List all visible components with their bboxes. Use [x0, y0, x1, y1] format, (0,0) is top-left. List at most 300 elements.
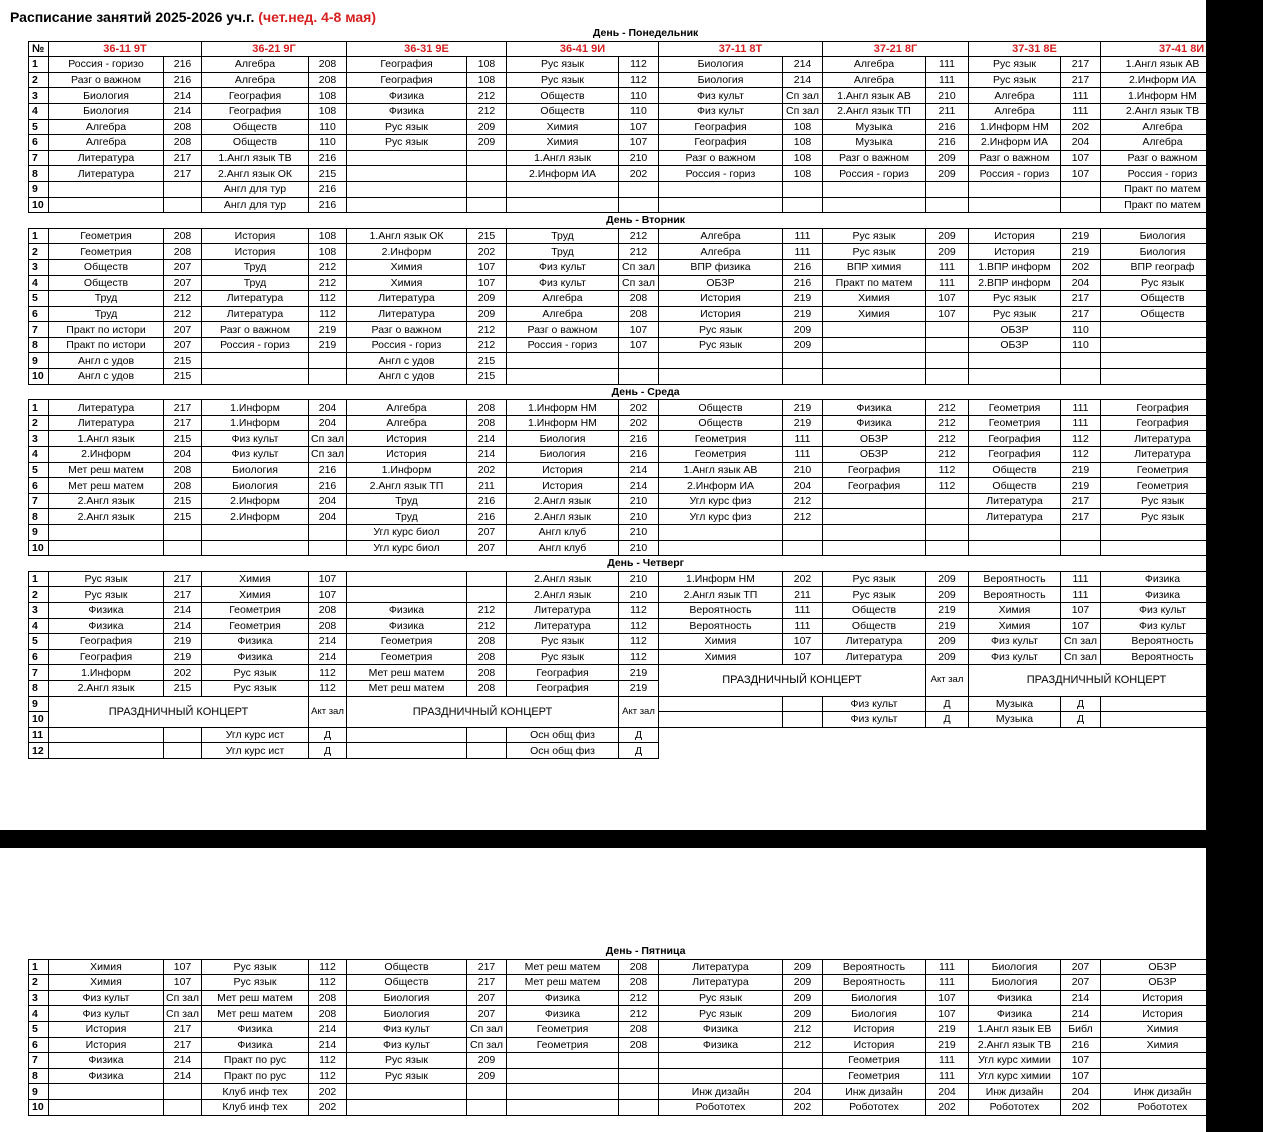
room-cell: 219	[164, 634, 202, 650]
subject-cell: Рус язык	[507, 634, 619, 650]
subject-cell	[347, 587, 467, 603]
subject-cell: Клуб инф тех	[202, 1084, 309, 1100]
subject-cell: Мет реш матем	[347, 680, 467, 696]
subject-cell	[49, 525, 164, 541]
room-cell: Д	[309, 727, 347, 743]
subject-cell: Рус язык	[969, 306, 1061, 322]
room-cell: 112	[309, 975, 347, 991]
subject-cell: Инж дизайн	[823, 1084, 926, 1100]
room-cell: 207	[1061, 959, 1101, 975]
class-header: 36-41 9И	[507, 41, 659, 57]
room-cell: 209	[467, 291, 507, 307]
room-cell: 112	[1225, 400, 1263, 416]
subject-cell: Литература	[969, 493, 1061, 509]
room-cell: Сп зал	[783, 88, 823, 104]
subject-cell: Химия	[969, 618, 1061, 634]
room-cell: 216	[1061, 1037, 1101, 1053]
subject-cell: Робототех	[659, 1099, 783, 1115]
room-cell: 212	[467, 602, 507, 618]
subject-cell: Робототех	[823, 1099, 926, 1115]
room-cell: Д	[1061, 696, 1101, 712]
room-cell: 214	[309, 649, 347, 665]
subject-cell: Мет реш матем	[49, 462, 164, 478]
room-cell: 204	[309, 493, 347, 509]
room-cell: 209	[1225, 275, 1263, 291]
subject-cell: ОБЗР	[1101, 975, 1225, 991]
room-cell: 216	[164, 72, 202, 88]
lesson-number: 9	[29, 525, 49, 541]
subject-cell: Химия	[347, 275, 467, 291]
subject-cell: Вероятность	[1101, 649, 1225, 665]
room-cell: 209	[783, 337, 823, 353]
subject-cell: География	[659, 119, 783, 135]
subject-cell: ОБЗР	[969, 337, 1061, 353]
room-cell: 108	[309, 244, 347, 260]
lesson-number: 10	[29, 369, 49, 385]
room-cell	[1225, 353, 1263, 369]
subject-cell: Физика	[49, 1068, 164, 1084]
room-cell: 111	[1061, 571, 1101, 587]
lesson-number: 6	[29, 1037, 49, 1053]
subject-cell: Физика	[1101, 587, 1225, 603]
table-row	[29, 166, 1263, 182]
room-cell: 111	[1225, 649, 1263, 665]
table-row	[29, 135, 1263, 151]
subject-cell: Вероятность	[1101, 634, 1225, 650]
subject-cell	[202, 369, 309, 385]
subject-cell: География	[969, 431, 1061, 447]
room-cell: 107	[619, 135, 659, 151]
room-cell: 219	[926, 1037, 969, 1053]
subject-cell: 2.Информ ИА	[969, 135, 1061, 151]
room-cell	[619, 1099, 659, 1115]
lesson-number: 3	[29, 431, 49, 447]
room-cell: 208	[619, 1037, 659, 1053]
subject-cell: Англ с удов	[49, 353, 164, 369]
room-cell: 217	[164, 166, 202, 182]
room-cell: 217	[164, 571, 202, 587]
subject-cell: Россия - гориз	[659, 166, 783, 182]
room-cell: Сп зал	[1225, 618, 1263, 634]
subject-cell: История	[202, 228, 309, 244]
subject-cell: Вероятность	[659, 602, 783, 618]
subject-cell: Литература	[347, 291, 467, 307]
room-cell: 212	[467, 88, 507, 104]
room-cell: 208	[619, 291, 659, 307]
room-cell: 211	[783, 587, 823, 603]
day-header-row	[29, 944, 1263, 959]
subject-cell: Физ культ	[969, 649, 1061, 665]
subject-cell: Россия - гориз	[969, 166, 1061, 182]
room-cell: 207	[467, 540, 507, 556]
class-header: 37-21 8Г	[823, 41, 969, 57]
room-cell: 215	[164, 353, 202, 369]
subject-cell: Геометрия	[659, 447, 783, 463]
subject-cell: 1.ВПР информ	[969, 259, 1061, 275]
room-cell: 212	[164, 306, 202, 322]
subject-cell: Разг о важном	[1101, 150, 1225, 166]
room-cell: 209	[467, 135, 507, 151]
subject-cell: Угл курс биол	[347, 540, 467, 556]
subject-cell: Разг о важном	[49, 72, 164, 88]
room-cell: 215	[164, 431, 202, 447]
room-cell: Сп зал	[619, 259, 659, 275]
room-cell: 219	[1061, 478, 1101, 494]
subject-cell: География	[1101, 415, 1225, 431]
subject-cell	[347, 150, 467, 166]
subject-cell	[659, 525, 783, 541]
lesson-number: 4	[29, 103, 49, 119]
room-cell: 111	[783, 602, 823, 618]
room-cell: 209	[926, 244, 969, 260]
room-cell: 202	[467, 462, 507, 478]
subject-cell: Физика	[202, 649, 309, 665]
subject-cell: Химия	[823, 291, 926, 307]
room-cell: 219	[164, 649, 202, 665]
subject-cell: Обществ	[347, 959, 467, 975]
room-cell	[1225, 337, 1263, 353]
subject-cell: Рус язык	[202, 665, 309, 681]
room-cell	[783, 353, 823, 369]
room-cell: 209	[783, 322, 823, 338]
subject-cell: Вероятность	[969, 587, 1061, 603]
number-header: №	[29, 41, 49, 57]
subject-cell: Физика	[507, 990, 619, 1006]
lesson-number: 2	[29, 244, 49, 260]
subject-cell: Угл курс химии	[969, 1068, 1061, 1084]
room-cell: 107	[1061, 150, 1101, 166]
subject-cell: Рус язык	[659, 337, 783, 353]
lesson-number: 8	[29, 509, 49, 525]
room-cell: 209	[926, 228, 969, 244]
subject-cell: Обществ	[969, 478, 1061, 494]
subject-cell: Вероятность	[823, 975, 926, 991]
room-cell: 202	[1061, 259, 1101, 275]
room-cell: 107	[164, 959, 202, 975]
lesson-number: 8	[29, 166, 49, 182]
room-cell: 214	[164, 602, 202, 618]
lesson-number: 12	[29, 743, 49, 759]
room-cell: 208	[164, 244, 202, 260]
room-cell: 107	[467, 259, 507, 275]
room-cell: 208	[467, 649, 507, 665]
room-cell: 216	[309, 478, 347, 494]
subject-cell: 1.Информ	[202, 400, 309, 416]
subject-cell: Россия - гориз	[823, 166, 926, 182]
room-cell: 110	[1225, 166, 1263, 182]
subject-cell	[823, 322, 926, 338]
subject-cell: 2.Англ язык ТВ	[1101, 103, 1225, 119]
room-cell: Сп зал	[309, 447, 347, 463]
room-cell: 110	[1061, 337, 1101, 353]
subject-cell: Практ по истори	[49, 337, 164, 353]
room-cell	[467, 166, 507, 182]
room-cell: 207	[1225, 291, 1263, 307]
table-row	[29, 665, 1263, 681]
room-cell: 107	[1061, 602, 1101, 618]
subject-cell: Рус язык	[347, 1068, 467, 1084]
room-cell	[783, 525, 823, 541]
subject-cell: Физ культ	[1101, 618, 1225, 634]
subject-cell: Обществ	[507, 103, 619, 119]
subject-cell	[347, 571, 467, 587]
subject-cell: ОБЗР	[823, 431, 926, 447]
subject-cell: Литература	[49, 400, 164, 416]
subject-cell: Рус язык	[202, 975, 309, 991]
subject-cell: Рус язык	[823, 571, 926, 587]
room-cell	[926, 509, 969, 525]
subject-cell: Практ по матем	[1101, 181, 1225, 197]
subject-cell: 2.Англ язык ОК	[202, 166, 309, 182]
day-header-row	[29, 213, 1263, 229]
room-cell: 210	[1225, 57, 1263, 73]
table-row	[29, 244, 1263, 260]
subject-cell: Рус язык	[347, 135, 467, 151]
lesson-number: 10	[29, 540, 49, 556]
room-cell: 219	[309, 337, 347, 353]
room-cell: 107	[467, 275, 507, 291]
room-cell: 209	[926, 571, 969, 587]
table-row	[29, 150, 1263, 166]
subject-cell: Рус язык	[659, 990, 783, 1006]
subject-cell	[969, 369, 1061, 385]
subject-cell	[969, 525, 1061, 541]
table-row	[29, 462, 1263, 478]
subject-cell: Литература	[823, 634, 926, 650]
lesson-number: 8	[29, 337, 49, 353]
subject-cell: Физика	[347, 602, 467, 618]
room-cell: 208	[309, 990, 347, 1006]
subject-cell	[49, 727, 164, 743]
room-cell: 110	[619, 103, 659, 119]
subject-cell: Литература	[202, 291, 309, 307]
room-cell: 209	[1225, 493, 1263, 509]
concert-9e-9i: ПРАЗДНИЧНЫЙ КОНЦЕРТ	[347, 696, 619, 727]
subject-cell: Россия - гориз	[347, 337, 467, 353]
subject-cell: Геометрия	[823, 1053, 926, 1069]
room-cell: 216	[309, 197, 347, 213]
subject-cell: 2.Информ	[49, 447, 164, 463]
room-cell: 214	[309, 1037, 347, 1053]
lesson-number: 4	[29, 618, 49, 634]
table-row	[29, 181, 1263, 197]
subject-cell	[1101, 337, 1225, 353]
lesson-number: 7	[29, 665, 49, 681]
subject-cell: Алгебра	[347, 415, 467, 431]
subject-cell: Биология	[49, 88, 164, 104]
subject-cell: 2.Информ	[347, 244, 467, 260]
room-cell: 208	[467, 400, 507, 416]
lesson-number: 5	[29, 119, 49, 135]
room-cell: 204	[926, 1084, 969, 1100]
subject-cell: Литература	[49, 150, 164, 166]
table-row	[29, 696, 1263, 712]
subject-cell: Труд	[347, 493, 467, 509]
room-cell: 111	[926, 72, 969, 88]
subject-cell: Обществ	[969, 462, 1061, 478]
table-row	[29, 259, 1263, 275]
table-row	[29, 975, 1263, 991]
subject-cell	[1101, 540, 1225, 556]
room-cell	[309, 525, 347, 541]
subject-cell: Труд	[49, 306, 164, 322]
subject-cell	[1101, 696, 1225, 712]
subject-cell: Физика	[202, 1037, 309, 1053]
subject-cell: Геометрия	[49, 244, 164, 260]
room-cell: 112	[619, 602, 659, 618]
room-cell: 112	[1061, 431, 1101, 447]
room-cell: 107	[1225, 228, 1263, 244]
room-cell: 208	[619, 959, 659, 975]
subject-cell	[1101, 322, 1225, 338]
room-cell: 111	[1225, 197, 1263, 213]
subject-cell	[659, 353, 783, 369]
subject-cell: 1.Информ НМ	[659, 571, 783, 587]
room-cell: 217	[1061, 72, 1101, 88]
room-cell	[619, 1068, 659, 1084]
subject-cell: Рус язык	[1101, 493, 1225, 509]
subject-cell: Физ культ	[202, 447, 309, 463]
room-cell: Сп зал	[164, 1006, 202, 1022]
room-cell: 214	[619, 478, 659, 494]
subject-cell: География	[823, 462, 926, 478]
subject-cell	[659, 712, 783, 728]
subject-cell: Обществ	[347, 975, 467, 991]
subject-cell: Физика	[347, 88, 467, 104]
room-cell: 111	[1225, 462, 1263, 478]
room-cell: 214	[164, 618, 202, 634]
subject-cell: Англ клуб	[507, 525, 619, 541]
day-header: День - Четверг	[607, 557, 684, 570]
subject-cell: Обществ	[202, 119, 309, 135]
concert-8e-8i: ПРАЗДНИЧНЫЙ КОНЦЕРТ	[969, 665, 1225, 696]
subject-cell: ВПР физика	[659, 259, 783, 275]
room-cell	[783, 540, 823, 556]
room-cell: 208	[164, 119, 202, 135]
subject-cell	[49, 540, 164, 556]
subject-cell: Физика	[49, 1053, 164, 1069]
subject-cell	[659, 197, 783, 213]
room-cell: 210	[619, 493, 659, 509]
class-header: 36-21 9Г	[202, 41, 347, 57]
subject-cell: Труд	[507, 244, 619, 260]
table-row	[29, 634, 1263, 650]
room-cell: 216	[926, 119, 969, 135]
room-cell: 214	[164, 1053, 202, 1069]
room-cell: 219	[783, 415, 823, 431]
room-cell	[164, 727, 202, 743]
room-cell	[926, 337, 969, 353]
room-cell: 107	[1225, 1021, 1263, 1037]
subject-cell	[202, 353, 309, 369]
subject-cell	[659, 369, 783, 385]
table-row	[29, 197, 1263, 213]
room-cell: 217	[1061, 493, 1101, 509]
subject-cell: 1.Информ	[347, 462, 467, 478]
subject-cell: Практ по рус	[202, 1053, 309, 1069]
subject-cell	[347, 181, 467, 197]
subject-cell: Англ для тур	[202, 197, 309, 213]
room-cell: 214	[164, 103, 202, 119]
room-cell: 219	[783, 291, 823, 307]
room-cell: 112	[309, 291, 347, 307]
room-cell: 202	[309, 1099, 347, 1115]
subject-cell: Алгебра	[202, 57, 309, 73]
subject-cell: Физика	[823, 415, 926, 431]
subject-cell: 1.Англ язык	[507, 150, 619, 166]
table-row	[29, 431, 1263, 447]
subject-cell: Алгебра	[1101, 119, 1225, 135]
lesson-number: 4	[29, 1006, 49, 1022]
room-cell: 208	[309, 618, 347, 634]
subject-cell: Химия	[1101, 1021, 1225, 1037]
room-cell	[783, 712, 823, 728]
room-cell	[926, 181, 969, 197]
subject-cell: Литература	[49, 415, 164, 431]
subject-cell	[823, 493, 926, 509]
subject-cell: Физика	[507, 1006, 619, 1022]
subject-cell	[1101, 353, 1225, 369]
room-cell: 212	[309, 259, 347, 275]
room-cell: 111	[926, 57, 969, 73]
room-cell: 202	[619, 415, 659, 431]
room-cell: 217	[1061, 291, 1101, 307]
table-row	[29, 337, 1263, 353]
room-cell: 219	[1061, 244, 1101, 260]
room-cell: 212	[926, 447, 969, 463]
subject-cell: География	[347, 57, 467, 73]
subject-cell	[347, 727, 467, 743]
room-cell: 212	[619, 990, 659, 1006]
room-cell: 212	[926, 431, 969, 447]
subject-cell: Рус язык	[49, 587, 164, 603]
room-cell: 111	[926, 959, 969, 975]
room-cell: 208	[309, 72, 347, 88]
day-header-row	[29, 26, 1263, 41]
room-cell: 208	[309, 602, 347, 618]
subject-cell: Биология	[969, 975, 1061, 991]
room-cell: 217	[1061, 509, 1101, 525]
table-row	[29, 400, 1263, 416]
subject-cell: Клуб инф тех	[202, 1099, 309, 1115]
room-cell: 217	[164, 400, 202, 416]
lesson-number: 2	[29, 72, 49, 88]
room-cell: 210	[619, 509, 659, 525]
subject-cell: Химия	[1101, 1037, 1225, 1053]
subject-cell: Рус язык	[823, 228, 926, 244]
room-cell: 108	[783, 166, 823, 182]
room-cell: 107	[619, 337, 659, 353]
room-cell	[309, 369, 347, 385]
room-cell: Сп зал	[467, 1037, 507, 1053]
class-header: 37-31 8Е	[969, 41, 1101, 57]
room-cell	[926, 540, 969, 556]
room-cell: 217	[467, 975, 507, 991]
day-header-row	[29, 384, 1263, 400]
subject-cell: Физика	[347, 103, 467, 119]
subject-cell: Мет реш матем	[507, 959, 619, 975]
subject-cell	[969, 540, 1061, 556]
room-cell: 208	[164, 135, 202, 151]
subject-cell: 2.Англ язык	[507, 587, 619, 603]
subject-cell: Практ по матем	[823, 275, 926, 291]
subject-cell: Физ культ	[347, 1021, 467, 1037]
subject-cell: История	[1101, 1006, 1225, 1022]
subject-cell: Химия	[507, 135, 619, 151]
subject-cell: Геометрия	[1101, 462, 1225, 478]
lesson-number: 1	[29, 571, 49, 587]
table-row	[29, 1099, 1263, 1115]
